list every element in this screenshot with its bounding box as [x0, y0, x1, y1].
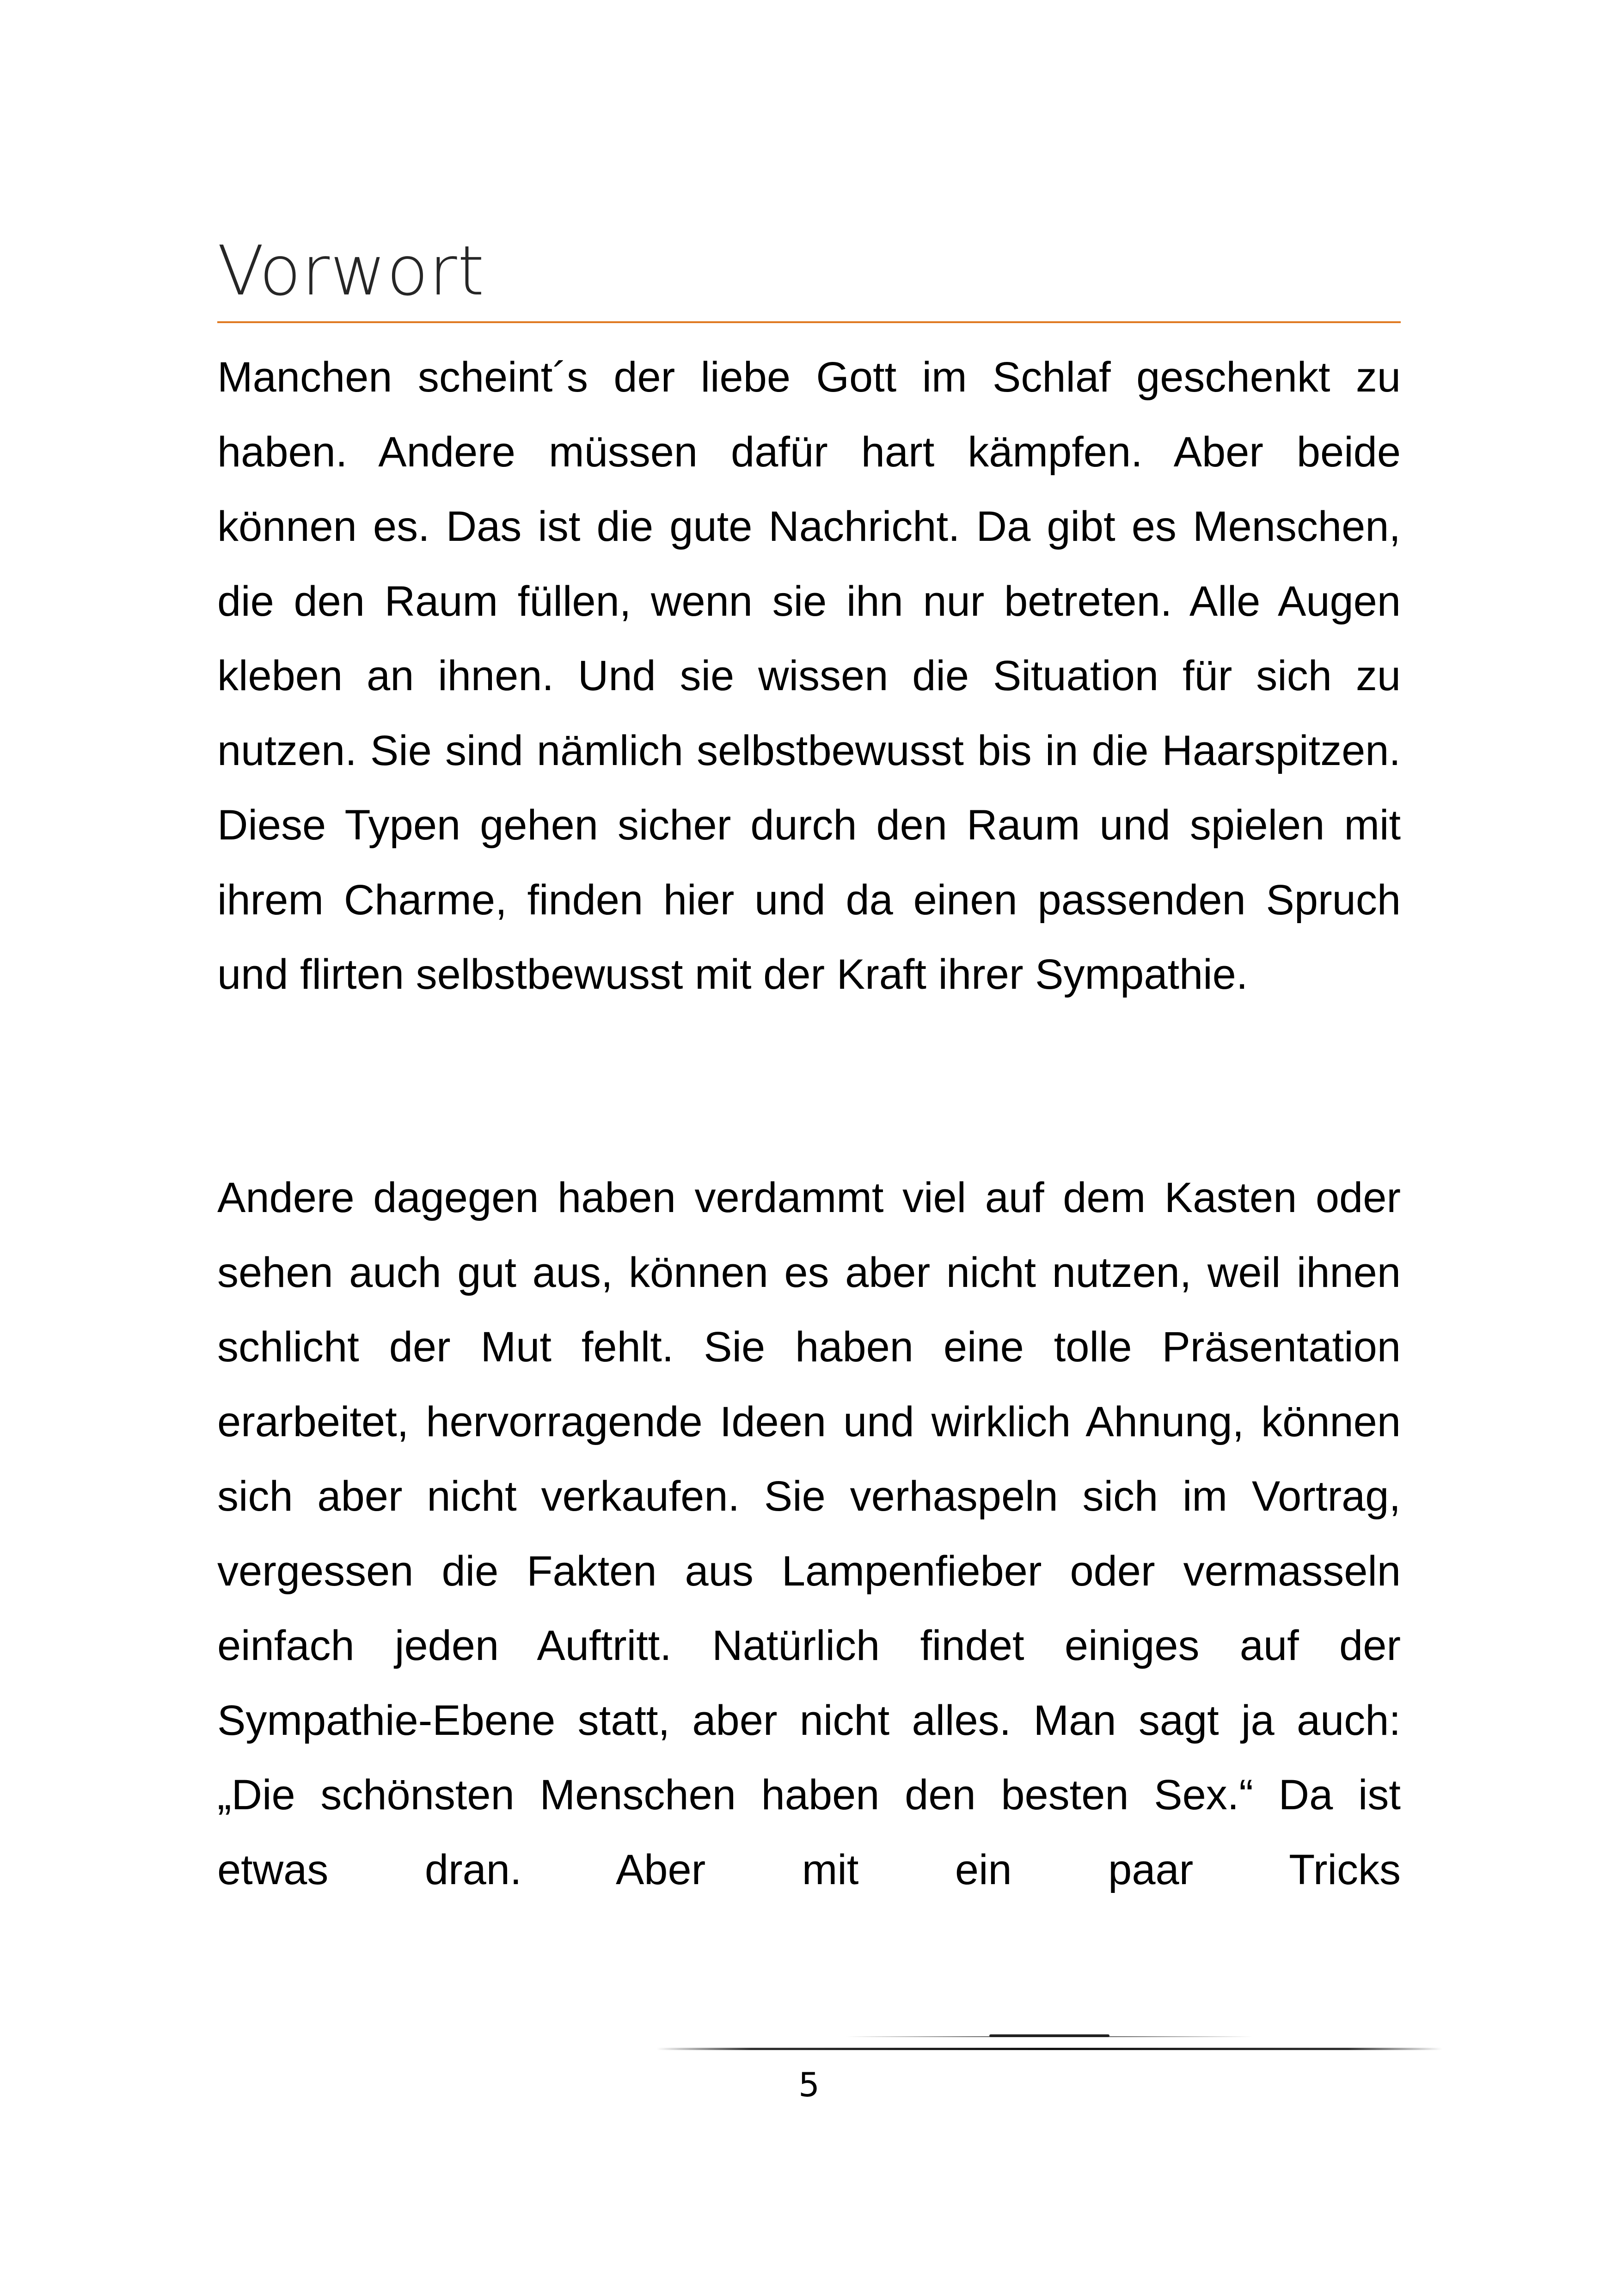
heading-divider	[217, 321, 1401, 323]
footer-ornament-line-thick	[989, 2034, 1109, 2037]
body-paragraph-2: Andere dagegen haben verdammt viel auf dem Kasten oder sehen auch gut aus, können es aber nicht nutzen, weil ihnen schlicht der Mut fehlt. Sie haben eine tolle Präsentation erarbeitet, hervorragende Ideen und wirklich Ahnung, können sich aber nicht verkaufen. Sie verhaspeln sich im Vortrag, vergessen die Fakten aus Lampenfieber oder vermasseln einfach jeden Auftritt. Natürlich findet einiges auf der Sympathie-Ebene statt, aber nicht alles. Man sagt ja auch: „Die schönsten Menschen haben den besten Sex.“ Da ist etwas dran. Aber mit ein paar Tricks	[217, 1174, 1401, 1893]
body-paragraph-1: Manchen scheint´s der liebe Gott im Schlaf geschenkt zu haben. Andere müssen dafür hart kämpfen. Aber beide können es. Das ist die gute Nachricht. Da gibt es Menschen, die den Raum füllen, wenn sie ihn nur betreten. Alle Augen kleben an ihnen. Und sie wissen die Situation für sich zu nutzen. Sie sind nämlich selbstbewusst bis in die Haarspitzen. Diese Typen gehen sicher durch den Raum und spielen mit ihrem Charme, finden hier und da einen passenden Spruch und flirten selbstbewusst mit der Kraft ihrer Sympathie.	[217, 354, 1401, 998]
page-number: 5	[798, 2065, 820, 2104]
page-title: Vorwort	[217, 231, 485, 311]
footer-divider	[656, 2048, 1442, 2050]
